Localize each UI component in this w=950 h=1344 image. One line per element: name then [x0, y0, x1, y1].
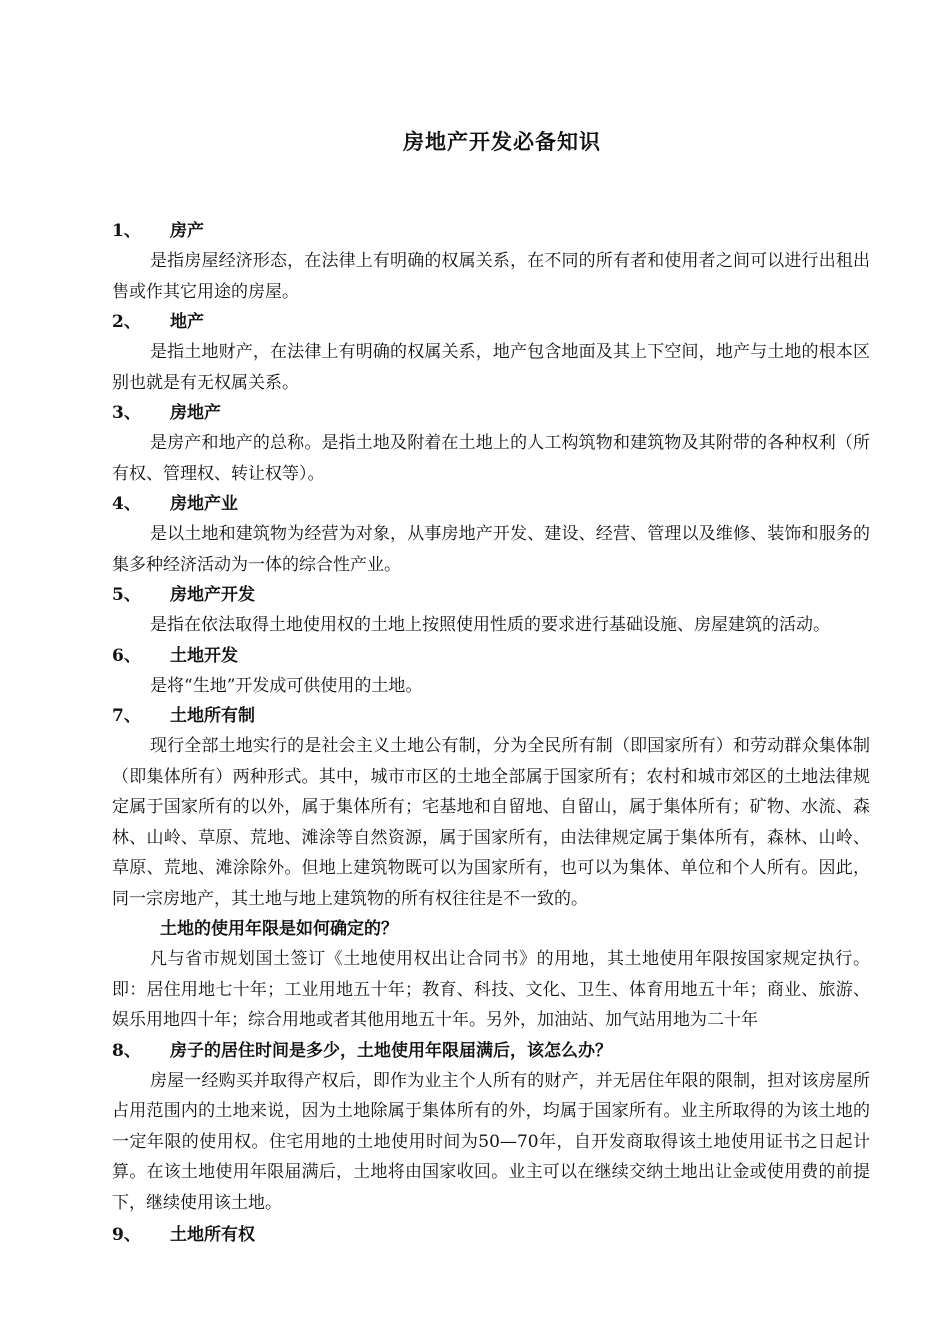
section-heading	[112, 307, 870, 337]
section-number: 1、	[112, 221, 141, 241]
section-paragraph: 是指在依法取得土地使用权的土地上按照使用性质的要求进行基础设施、房屋建筑的活动。	[150, 615, 830, 635]
section-title: 房地产	[170, 403, 221, 423]
subsection-land-use-term	[112, 914, 870, 1036]
section-paragraph: 是指土地财产，在法律上有明确的权属关系，地产包含地面及其上下空间，地产与土地的根本区别也就是有无权属关系。	[112, 342, 870, 393]
section-number: 5、	[112, 585, 141, 605]
section-7	[112, 701, 870, 914]
section-paragraph: 房屋一经购买并取得产权后，即作为业主个人所有的财产，并无居住年限的限制，担对该房屋所占用范围内的土地来说，因为土地除属于集体所有的外，均属于国家所有。业主所取得的为该土地的一定年限的使用权。住宅用地的土地使用时间为50—70年，自开发商取得该土地使用证书之日起计算。在该土地使用年限届满后，土地将由国家收回。业主可以在继续交纳土地出让金或使用费的前提下，继续使用该土地。	[112, 1070, 870, 1213]
section-title: 土地所有权	[170, 1225, 255, 1245]
section-title: 土地所有制	[170, 706, 255, 726]
section-title: 土地开发	[170, 645, 238, 666]
section-number: 7、	[112, 706, 141, 726]
section-number: 6、	[112, 645, 141, 666]
section-paragraph: 是房产和地产的总称。是指土地及附着在土地上的人工构筑物和建筑物及其附带的各种权利（所有权、管理权、转让权等）。	[112, 433, 870, 484]
section-1	[112, 216, 870, 307]
section-2	[112, 307, 870, 398]
subsection-paragraph: 凡与省市规划国土签订《土地使用权出让合同书》的用地，其土地使用年限按国家规定执行。即：居住用地七十年；工业用地五十年；教育、科技、文化、卫生、体育用地五十年；商业、旅游、娱乐用地四十年；综合用地或者其他用地五十年。另外，加油站、加气站用地为二十年	[112, 949, 870, 1030]
section-number: 2、	[112, 312, 141, 332]
section-number: 4、	[112, 494, 141, 514]
section-heading	[112, 1036, 870, 1066]
section-title: 地产	[170, 312, 204, 332]
section-heading	[112, 580, 870, 610]
section-5	[112, 580, 870, 641]
section-paragraph: 是以土地和建筑物为经营为对象，从事房地产开发、建设、经营、管理以及维修、装饰和服务的集多种经济活动为一体的综合性产业。	[112, 524, 870, 575]
section-heading	[112, 216, 870, 246]
section-heading	[112, 1220, 870, 1250]
section-heading	[112, 641, 870, 671]
section-heading	[112, 701, 870, 731]
section-6	[112, 641, 870, 702]
section-paragraph: 是将“生地”开发成可供使用的土地。	[150, 675, 423, 696]
section-title: 房地产开发	[170, 585, 255, 605]
section-title: 房产	[170, 221, 204, 241]
section-3	[112, 398, 870, 489]
section-8	[112, 1036, 870, 1219]
section-title: 房地产业	[170, 494, 238, 514]
section-4	[112, 489, 870, 580]
document-title: 房地产开发必备知识	[403, 129, 601, 154]
section-number: 3、	[112, 403, 141, 423]
section-title: 房子的居住时间是多少，土地使用年限届满后，该怎么办？	[170, 1040, 612, 1061]
section-heading	[112, 489, 870, 519]
section-number: 9、	[112, 1225, 141, 1245]
section-9	[112, 1220, 870, 1250]
section-number: 8、	[112, 1040, 141, 1061]
subsection-title: 土地的使用年限是如何确定的？	[160, 919, 398, 939]
section-heading	[112, 398, 870, 428]
section-paragraph: 现行全部土地实行的是社会主义土地公有制，分为全民所有制（即国家所有）和劳动群众集体制（即集体所有）两种形式。其中，城市市区的土地全部属于国家所有；农村和城市郊区的土地法律规定属于国家所有的以外，属于集体所有；宅基地和自留地、自留山，属于集体所有；矿物、水流、森林、山岭、草原、荒地、滩涂等自然资源，属于国家所有，由法律规定属于集体所有，森林、山岭、草原、荒地、滩涂除外。但地上建筑物既可以为国家所有，也可以为集体、单位和个人所有。因此，同一宗房地产，其土地与地上建筑物的所有权往往是不一致的。	[112, 736, 870, 909]
section-paragraph: 是指房屋经济形态，在法律上有明确的权属关系，在不同的所有者和使用者之间可以进行出租出售或作其它用途的房屋。	[112, 251, 870, 302]
